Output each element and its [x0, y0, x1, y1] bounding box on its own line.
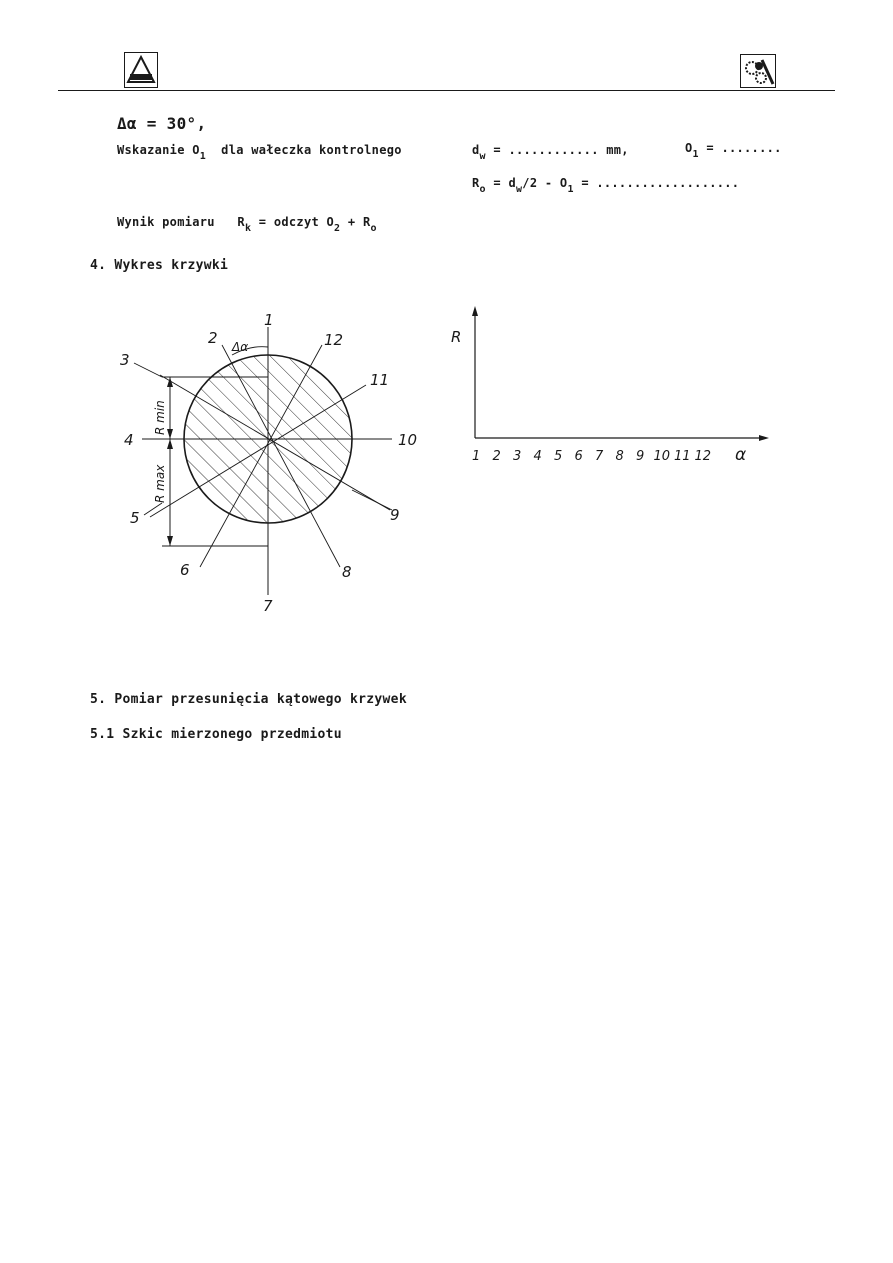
rmin-label: R min [153, 400, 167, 435]
ray-label-3: 3 [120, 351, 130, 369]
ray-label-2: 2 [208, 329, 218, 347]
ray-label-10: 10 [398, 431, 418, 449]
chart-x-tick-4: 4 [533, 449, 542, 464]
triangle-logo [124, 52, 158, 88]
delta-alpha-label: Δα [232, 340, 249, 354]
ray-label-8: 8 [342, 563, 352, 581]
chart-x-tick-10: 10 [653, 449, 671, 464]
header-rule [58, 90, 835, 91]
chart-x-tick-1: 1 [472, 449, 481, 464]
dw-formula: $d_w$ = ............ mm, [472, 143, 629, 162]
delta-alpha-formula: Δα = 30°, [117, 114, 207, 133]
chart-x-tick-8: 8 [615, 449, 624, 464]
section-5-heading: 5. Pomiar przesunięcia kątowego krzywek [90, 692, 407, 707]
chart-x-tick-5: 5 [554, 449, 563, 464]
ray-label-12: 12 [324, 331, 344, 349]
chart-x-tick-6: 6 [574, 449, 583, 464]
rmax-arrow-bottom [167, 536, 173, 546]
ray-label-4: 4 [124, 431, 134, 449]
leader-9 [352, 490, 392, 510]
chart-x-arrow [759, 435, 769, 441]
chart-x-label: α [735, 445, 747, 465]
chart-x-tick-11: 11 [674, 449, 691, 464]
ray-label-1: 1 [264, 311, 274, 329]
ray-label-11: 11 [370, 371, 390, 389]
o1-formula: $O_1$ = ........ [685, 141, 782, 160]
r-alpha-chart [445, 300, 785, 475]
rmin-arrow-bottom [167, 429, 173, 439]
chart-x-tick-12: 12 [694, 449, 712, 464]
ray-label-7: 7 [263, 597, 273, 615]
leader-3 [134, 363, 162, 377]
rmax-arrow-top [167, 439, 173, 449]
section-5-1-heading: 5.1 Szkic mierzonego przedmiotu [90, 727, 342, 742]
chart-y-arrow [472, 306, 478, 316]
svg-text:IMA: IMA [135, 75, 147, 81]
chart-x-ticks [472, 449, 711, 464]
ro-formula: $R_o = d_w/2 - O_1$ = ................... [472, 176, 740, 195]
chart-x-tick-7: 7 [595, 449, 604, 464]
ray-label-5: 5 [130, 509, 140, 527]
chart-x-tick-9: 9 [636, 449, 645, 464]
chart-y-label: R [451, 328, 462, 346]
section-4-heading: 4. Wykres krzywki [90, 258, 229, 273]
wskazanie-line: Wskazanie $O_1$ dla wałeczka kontrolnego [117, 143, 402, 162]
ray-label-9: 9 [390, 506, 400, 524]
wynik-line: Wynik pomiaru $R_k$ = odczyt $O_2 + R_o$ [117, 215, 377, 234]
leader-5 [144, 503, 162, 515]
ray-label-6: 6 [180, 561, 190, 579]
rmax-label: R max [153, 464, 167, 503]
cam-diagram [100, 305, 430, 625]
chart-x-tick-2: 2 [492, 449, 501, 464]
gears-logo [740, 54, 776, 88]
chart-x-tick-3: 3 [513, 449, 522, 464]
